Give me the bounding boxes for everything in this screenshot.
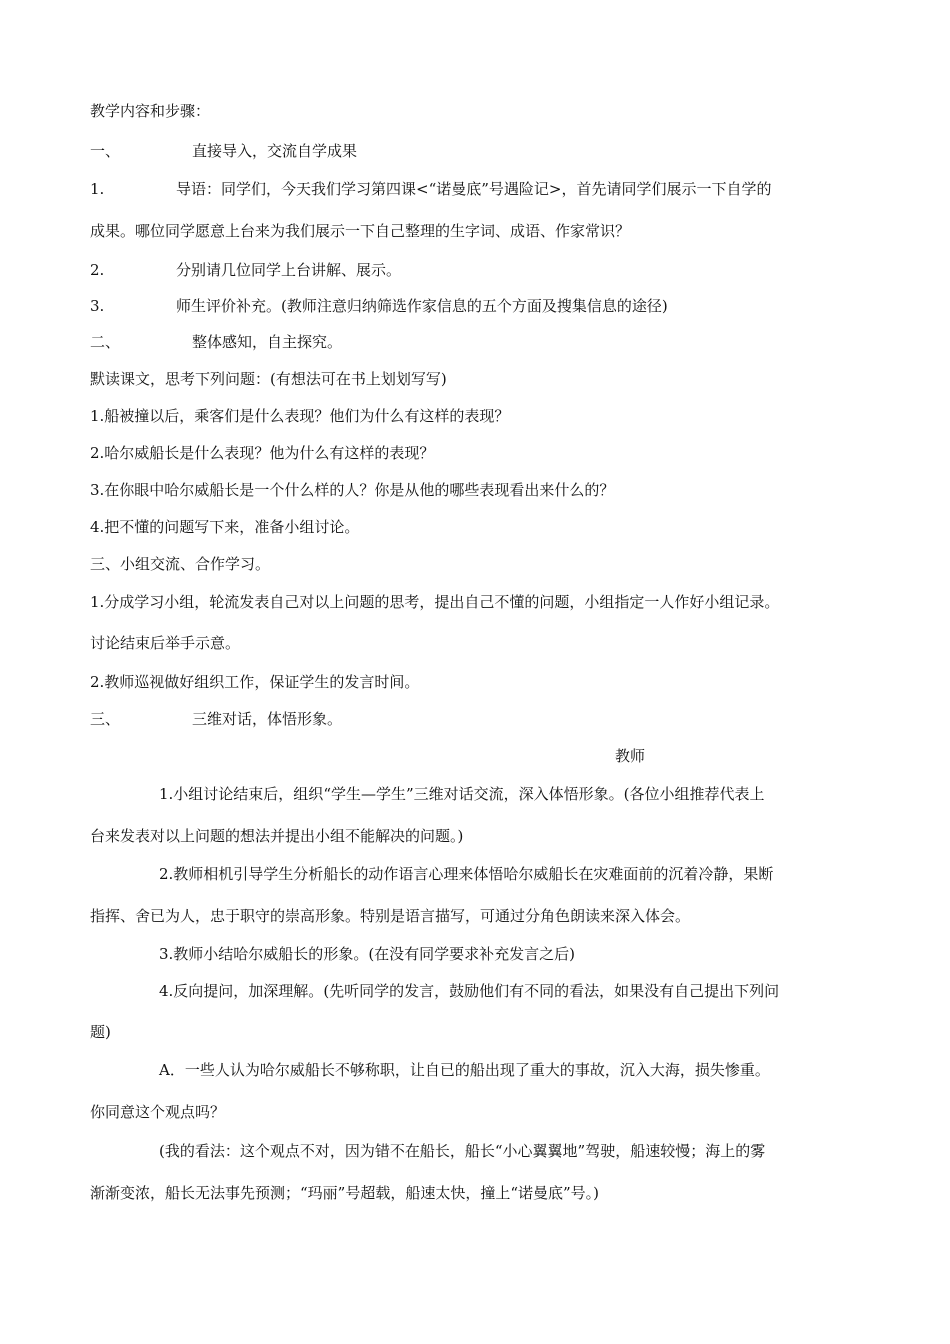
section-3b-para-2-cont: 指挥、舍已为人，忠于职守的崇高形象。特别是语言描写，可通过分角色朗读来深入体会。 bbox=[90, 907, 691, 925]
centered-label: 教师 bbox=[614, 747, 645, 765]
section-3a-title: 三、小组交流、合作学习。 bbox=[90, 555, 271, 573]
option-a-cont: 你同意这个观点吗？ bbox=[90, 1103, 226, 1121]
section-3a-para-2: 2.教师巡视做好组织工作，保证学生的发言时间。 bbox=[90, 673, 420, 691]
item-1-number: 1. bbox=[90, 180, 105, 198]
section-3b-para-2: 2.教师相机引导学生分析船长的动作语言心理来体悟哈尔威船长在灾难面前的沉着冷静，果断 bbox=[159, 865, 774, 883]
section-1-number: 一、 bbox=[90, 142, 121, 160]
section-3b-para-4-cont: 题) bbox=[90, 1023, 111, 1041]
my-view-cont: 渐渐变浓，船长无法事先预测；“玛丽”号超载，船速太快，撞上“诺曼底”号。) bbox=[90, 1184, 600, 1202]
section-3b-title: 三维对话，体悟形象。 bbox=[192, 710, 343, 728]
item-1-continuation: 成果。哪位同学愿意上台来为我们展示一下自己整理的生字词、成语、作家常识？ bbox=[90, 222, 631, 240]
document-heading: 教学内容和步骤： bbox=[90, 102, 211, 120]
item-3-text: 师生评价补充。(教师注意归纳筛选作家信息的五个方面及搜集信息的途径) bbox=[176, 297, 668, 315]
my-view: (我的看法：这个观点不对，因为错不在船长，船长“小心翼翼地”驾驶，船速较慢；海上的雾 bbox=[159, 1142, 766, 1160]
item-2-number: 2. bbox=[90, 261, 105, 279]
section-1-title: 直接导入，交流自学成果 bbox=[192, 142, 358, 160]
question-4: 4.把不懂的问题写下来，准备小组讨论。 bbox=[90, 518, 360, 536]
section-2-intro: 默读课文，思考下列问题：(有想法可在书上划划写写) bbox=[90, 370, 447, 388]
question-3: 3.在你眼中哈尔威船长是一个什么样的人？你是从他的哪些表现看出来什么的？ bbox=[90, 481, 615, 499]
item-3-number: 3. bbox=[90, 297, 105, 315]
question-2: 2.哈尔威船长是什么表现？他为什么有这样的表现？ bbox=[90, 444, 435, 462]
section-3b-number: 三、 bbox=[90, 710, 121, 728]
section-3b-para-1: 1.小组讨论结束后，组织“学生—学生”三维对话交流，深入体悟形象。(各位小组推荐代表上 bbox=[159, 785, 765, 803]
item-2-text: 分别请几位同学上台讲解、展示。 bbox=[176, 261, 402, 279]
section-3a-para-1-cont: 讨论结束后举手示意。 bbox=[90, 634, 241, 652]
question-1: 1.船被撞以后，乘客们是什么表现？他们为什么有这样的表现？ bbox=[90, 407, 510, 425]
section-2-number: 二、 bbox=[90, 333, 121, 351]
option-a: A．一些人认为哈尔威船长不够称职，让自已的船出现了重大的事故，沉入大海，损失惨重。 bbox=[159, 1061, 770, 1079]
section-3b-para-4: 4.反向提问，加深理解。(先听同学的发言，鼓励他们有不同的看法，如果没有自己提出下列问 bbox=[159, 982, 780, 1000]
section-3b-para-1-cont: 台来发表对以上问题的想法并提出小组不能解决的问题。) bbox=[90, 827, 464, 845]
item-1-text: 导语：同学们，今天我们学习第四课<“诺曼底”号遇险记>，首先请同学们展示一下自学的 bbox=[176, 180, 772, 198]
section-3a-para-1: 1.分成学习小组，轮流发表自己对以上问题的思考，提出自己不懂的问题，小组指定一人作好小组记录。 bbox=[90, 593, 780, 611]
section-3b-para-3: 3.教师小结哈尔威船长的形象。(在没有同学要求补充发言之后) bbox=[159, 945, 576, 963]
section-2-title: 整体感知，自主探究。 bbox=[192, 333, 343, 351]
